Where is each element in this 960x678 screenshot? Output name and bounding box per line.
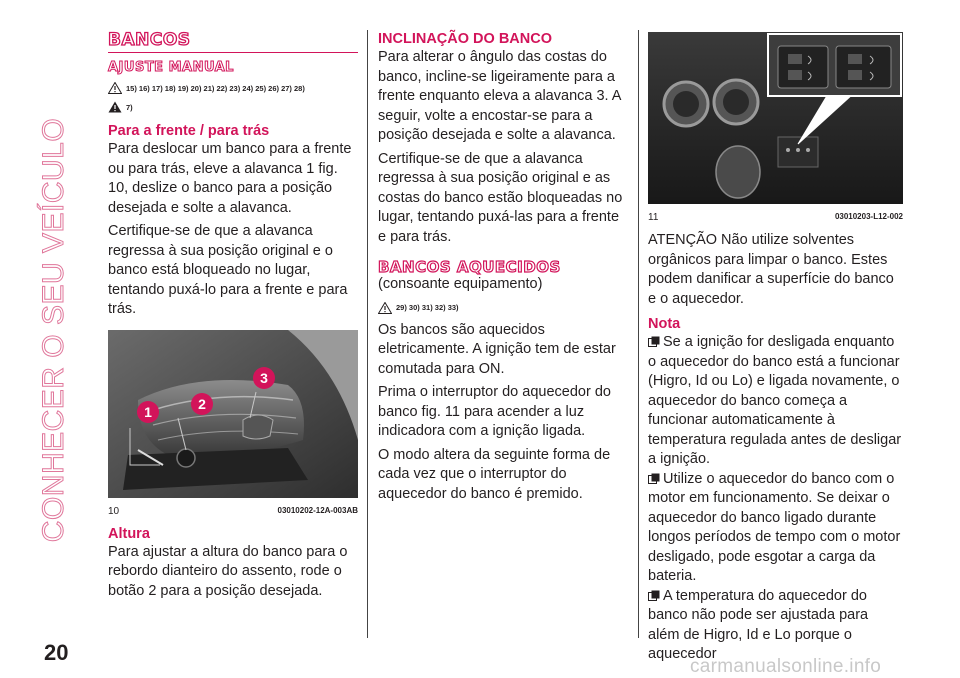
paragraph: Para deslocar um banco para a frente ou para trás, eleve a alavanca 1 fig. 10, deslize o banco para a posição desejada e solte a alavanca. [108, 141, 352, 216]
paragraph: Certifique-se de que a alavanca regressa à sua posição original e as costas do banco estão bloqueadas no lugar, tentando puxá-las para a frente e para trás. [378, 150, 623, 245]
note-icon [648, 336, 660, 347]
note-item [648, 587, 903, 665]
note-icon [648, 590, 660, 601]
section-side-label: CONHECER O SEU VEÍCULO [37, 117, 70, 543]
note-text: Utilize o aquecedor do banco com o motor em funcionamento. Se deixar o aquecedor do banco ligado durante longos períodos de tempo com o motor desligado, pode esgotar a carga da bateria. [648, 470, 901, 584]
attention-paragraph: ATENÇÃO Não utilize solventes orgânicos para limpar o banco. Estes podem danificar a superfície do banco e o aquecedor. [648, 232, 894, 307]
seat-adjustment-image [108, 330, 358, 498]
figure-10 [108, 330, 358, 517]
figure-caption [108, 506, 358, 517]
section-title-heated-seats: BANCOS AQUECIDOS [378, 258, 561, 276]
heading-seat-incline: INCLINAÇÃO DO BANCO [378, 31, 552, 47]
watermark: carmanualsonline.info [690, 656, 882, 677]
heading-front-back: Para a frente / para trás [108, 123, 270, 139]
caution-refs-text: 7) [126, 102, 133, 112]
figure-caption [648, 212, 903, 223]
callout-3: 3 [260, 369, 268, 386]
figure-number: 11 [648, 212, 659, 223]
heading-height: Altura [108, 525, 150, 542]
caution-references [108, 100, 358, 114]
note-item [648, 470, 903, 587]
column-2 [378, 30, 628, 504]
paragraph: Os bancos são aquecidos eletricamente. A ignição tem de estar comutada para ON. [378, 321, 616, 377]
note-text: A temperatura do aquecedor do banco não pode ser ajustada para além de Higro, Id e Lo porque o aquecedor [648, 587, 869, 662]
warning-refs-text: 15) 16) 17) 18) 19) 20) 21) 22) 23) 24) 25) 26) 27) 28) [126, 83, 305, 93]
note-heading: Nota [648, 316, 681, 332]
column-3 [648, 30, 903, 665]
seat-heater-switch-image [648, 32, 903, 204]
page-number: 20 [44, 640, 69, 665]
warning-triangle-icon [378, 302, 392, 314]
figure-code: 03010203-L12-002 [834, 212, 903, 221]
note-text: Se a ignição for desligada enquanto o aquecedor do banco está a funcionar (Higro, Id ou Lo) e ligada novamente, o aquecedor do banco começa a funcionar automaticamente à temperatura regulada antes de desligar a ignição. [648, 334, 902, 467]
caution-triangle-icon [108, 101, 122, 113]
section-title-bancos: BANCOS [108, 30, 358, 53]
note-item [648, 333, 903, 470]
callout-2: 2 [198, 395, 206, 412]
column-divider [367, 30, 368, 638]
figure-11 [648, 32, 903, 223]
subsection-title-ajuste-manual: AJUSTE MANUAL [108, 60, 234, 75]
paragraph: Para ajustar a altura do banco para o rebordo dianteiro do assento, rode o botão 2 para a posição desejada. [108, 543, 348, 599]
column-1 [108, 30, 358, 601]
figure-number: 10 [108, 505, 120, 517]
figure-code: 03010202-12A-003AB [277, 505, 358, 515]
paragraph: Para alterar o ângulo das costas do banco, incline-se ligeiramente para a frente enquanto eleva a alavanca 3. A seguir, volte a encostar-se para a posição desejada e solte a alavanca. [378, 49, 621, 143]
paragraph: Certifique-se de que a alavanca regressa à sua posição original e o banco está bloqueado no lugar, tentando puxá-lo para a frente e para trás. [108, 223, 348, 317]
heated-seats-subtitle: (consoante equipamento) [378, 276, 543, 292]
warning-references [378, 301, 628, 315]
column-divider [638, 30, 639, 638]
warning-triangle-icon [108, 82, 122, 94]
paragraph: O modo altera da seguinte forma de cada vez que o interruptor do aquecedor do banco é premido. [378, 446, 611, 502]
callout-1: 1 [144, 403, 152, 420]
note-icon [648, 473, 660, 484]
warning-references [108, 81, 358, 95]
paragraph: Prima o interruptor do aquecedor do banco fig. 11 para acender a luz indicadora com a ignição ligada. [378, 384, 611, 439]
warning-refs-text: 29) 30) 31) 32) 33) [396, 303, 459, 312]
